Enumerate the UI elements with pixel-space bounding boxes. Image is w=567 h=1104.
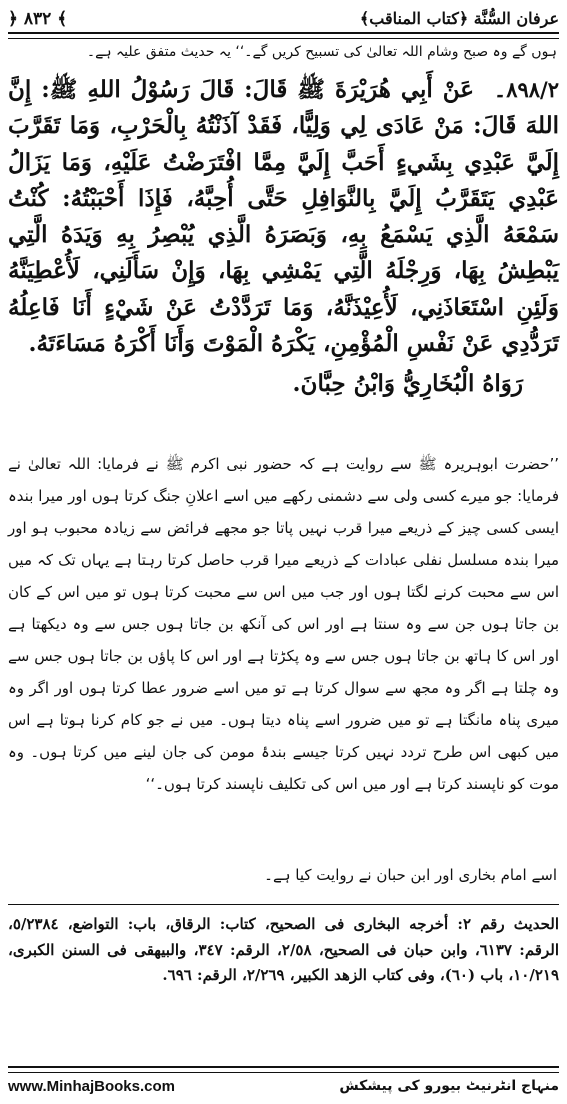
page-number-value: ٨٣٢ (23, 8, 52, 29)
hadith-reference: الحديث رقم ٢: أخرجه البخاری فی الصحیح، کتاب: الرقاق، باب: التواضع، ٥/٢٣٨٤، الرقم: ٦١٣٧، وابن حبان فی الصحیح، ٢/٥٨، الرقم: ٣٤٧، والبیهقی فی السنن الکبری، ١٠/٢١٩، باب (٦٠)، وفی کتاب الزهد الکبیر، ٢/٢٦٩، الرقم: ٦٩٦. (8, 915, 559, 984)
website-link[interactable]: www.MinhajBooks.com (8, 1077, 175, 1095)
header-rule (8, 32, 559, 39)
footnote-divider (8, 904, 559, 905)
book-title: عرفان السُّنَّة ﴿كتاب المناقب﴾ (359, 8, 559, 28)
hadith-arabic-text: عَنْ أَبِي هُرَيْرَةَ ﷺ قَالَ: قَالَ رَسُوْلُ اللهِ ﷺ: إِنَّ اللهَ قَالَ: مَنْ عَادَى لِي وَلِيًّا، فَقَدْ آذَنْتُهُ بِالْحَرْبِ، وَمَا تَقَرَّبَ إِلَيَّ عَبْدِي بِشَيءٍ أَحَبَّ إِلَيَّ مِمَّا افْتَرَضْتُ عَلَيْهِ، وَمَا يَزَالُ عَبْدِي يَتَقَرَّبُ إِلَيَّ بِالنَّوَافِلِ حَتَّى أُحِبَّهُ، فَإِذَا أَحْبَبْتُهُ: كُنْتُ سَمْعَهُ الَّذِي يَسْمَعُ بِهِ، وَبَصَرَهُ الَّذِي يُبْصِرُ بِهِ وَيَدَهُ الَّتِي يَبْطِشُ بِهَا، وَرِجْلَهُ الَّتِي يَمْشِي بِهَا، وَإِنْ سَأَلَنِي، لَأُعْطِيَنَّهُ وَلَئِنِ اسْتَعَاذَنِي، لَأُعِيْذَنَّهُ، وَمَا تَرَدَّدْتُ عَنْ شَيْءٍ أَنَا فَاعِلُهُ تَرَدُّدِي عَنْ نَفْسِ الْمُؤْمِنِ، يَكْرَهُ الْمَوْتَ وَأَنَا أَكْرَهُ مَسَاءَتَهُ. (8, 76, 559, 358)
bracket-close: ﴾ (57, 8, 68, 29)
page-header (8, 6, 559, 30)
intro-text: ہوں گے وہ صبح وشام اللہ تعالیٰ کی تسبیح کریں گے۔‘‘ یہ حدیث متفق علیہ ہے۔ (86, 44, 557, 60)
bracket-open: ﴿ (8, 8, 18, 29)
presented-by: منہاج انٹرنیٹ بیورو کی پیشکش (339, 1078, 559, 1094)
page-footer (8, 1074, 559, 1098)
hadith-number: ٨٩٨/٢۔ (493, 77, 559, 102)
footer-rule (8, 1066, 559, 1073)
hadith-arabic (8, 72, 559, 403)
urdu-translation: ’’حضرت ابوہریرہ ﷺ سے روایت ہے کہ حضور نبی اکرم ﷺ نے فرمایا: اللہ تعالیٰ نے فرمایا: جو میرے کسی ولی سے دشمنی رکھے میں اسے اعلانِ جنگ کرتا ہوں اور میرا بندہ ایسی کسی چیز کے ذریعے میرا قرب نہیں پاتا جو مجھے فرائض سے زیادہ محبوب ہو اور میرا بندہ مسلسل نفلی عبادات کے ذریعے میرا قرب حاصل کرتا رہتا ہے یہاں تک کہ میں اس سے محبت کرنے لگتا ہوں اور جب میں اس سے محبت کرتا ہوں تو میں اس کے کان بن جاتا ہوں جن سے وہ سنتا ہے اور اس کی آنکھ بن جاتا ہوں جس سے وہ دیکھتا ہے اور اس کا ہاتھ بن جاتا ہوں جس سے وہ پکڑتا ہے اور اس کا پاؤں بن جاتا ہوں جس سے وہ چلتا ہے اگر وہ مجھ سے سوال کرتا ہے تو میں اسے ضرور عطا کرتا ہوں اور اگر وہ میری پناہ مانگتا ہے تو میں ضرور اسے پناہ دیتا ہوں۔ میں نے جو کام کرنا ہوتا ہے اس میں کبھی اس طرح تردد نہیں کرتا جیسے بندۂ مومن کی جان لینے میں کرتا ہوں۔ وہ موت کو ناپسند کرتا ہے اور میں اس کی تکلیف ناپسند کرتا ہوں۔‘‘ (8, 455, 559, 793)
urdu-narration-note: اسے امام بخاری اور ابن حبان نے روایت کیا ہے۔ (264, 866, 557, 884)
page-number (8, 8, 67, 29)
hadith-narration: رَوَاهُ الْبُخَارِيُّ وَابْنُ حِبَّانَ. (292, 370, 523, 398)
